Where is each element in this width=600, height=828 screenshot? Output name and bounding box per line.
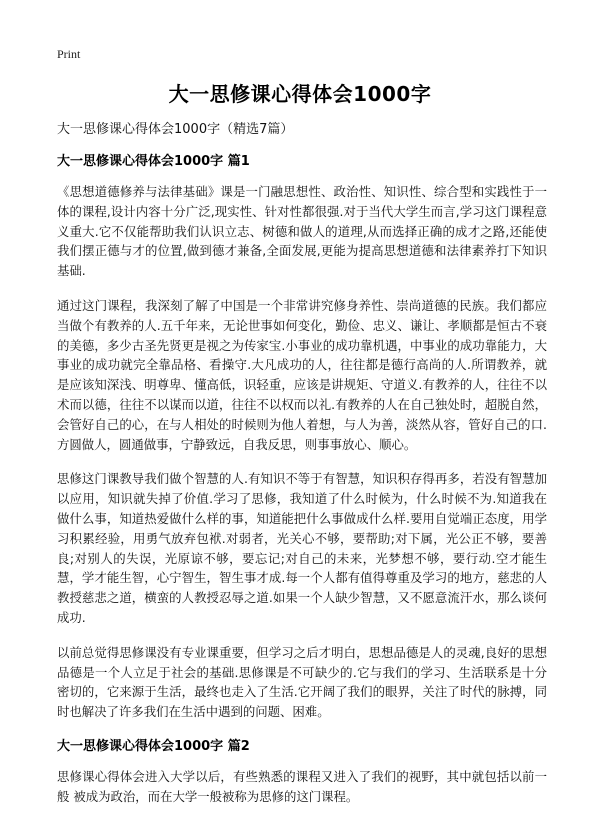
section-2 (57, 737, 547, 807)
paragraph: 思修课心得体会进入大学以后，有些熟悉的课程又进入了我们的视野，其中就包括以前一般 被成为政治，而在大学一般被称为思修的这门课程。 (57, 768, 547, 804)
document-body (57, 120, 547, 822)
print-link[interactable]: Print (57, 47, 81, 61)
paragraph: 通过这门课程，我深刻了解了中国是一个非常讲究修身养性、崇尚道德的民族。我们都应当做个有教养的人.五千年来，无论世事如何变化，勤俭、忠义、谦让、孝顺都是恒古不衰的美德，多少古圣先贤更是视之为传家宝.小事业的成功靠机遇，中事业的成功靠能力，大事业的成功就完全靠品格、看操守.大凡成功的人，往往都是德行高尚的人.所谓教养，就是应该知深浅、明尊卑、懂高低，识轻重，应该是讲规矩、守道义.有教养的人，往往不以术而以德，往往不以谋而以道，往往不以权而以礼.有教养的人在自己独处时，超脱自然，会管好自己的心，在与人相处的时候则为他人着想，与人为善，淡然从容，管好自己的口.方圆做人，圆通做事，宁静致远，自我反思，则事事放心、顺心。 (57, 297, 547, 452)
paragraph: 《思想道德修养与法律基础》课是一门融思想性、政治性、知识性、综合型和实践性于一体的课程,设计内容十分广泛,现实性、针对性都很强.对于当代大学生而言,学习这门课程意义重大.它不仅能帮助我们认识立志、树德和做人的道理,从而选择正确的成才之路,还能使我们摆正德与才的位置,做到德才兼备,全面发展,更能为提高思想道德和法律素养打下知识基础. (57, 184, 547, 279)
paragraph: 思修这门课教导我们做个智慧的人.有知识不等于有智慧，知识积存得再多，若没有智慧加以应用，知识就失掉了价值.学习了思修，我知道了什么时候为，什么时候不为.知道我在做什么事，知道热爱做什么样的事，知道能把什么事做成什么样.要用自觉端正态度，用学习积累经验，用勇气放弃包袱.对弱者，光关心不够，要帮助;对下属，光公正不够，要善良;对别人的失误，光原谅不够，要忘记;对自己的未来，光梦想不够，要行动.空才能生慧，学才能生智，心宁智生，智生事才成.每一个人都有值得尊重及学习的地方，慈悲的人教授慈悲之道，横蛮的人教授忍辱之道.如果一个人缺少智慧，又不愿意流汗水，那么谈何成功. (57, 471, 547, 625)
paragraph: 以前总觉得思修课没有专业课重要，但学习之后才明白，思想品德是人的灵魂,良好的思想品德是一个人立足于社会的基础.思修课是不可缺少的.它与我们的学习、生活联系是十分密切的，它来源于生活，最终也走入了生活.它开阔了我们的眼界，关注了时代的脉搏，同时也解决了许多我们在生活中遇到的问题、困难。 (57, 644, 547, 720)
section-1 (57, 152, 547, 722)
section-heading: 大一思修课心得体会1000字 篇1 (57, 154, 250, 169)
document-subtitle: 大一思修课心得体会1000字（精选7篇） (57, 122, 294, 137)
document-title: 大一思修课心得体会1000字 (168, 82, 432, 106)
section-heading: 大一思修课心得体会1000字 篇2 (57, 738, 250, 754)
